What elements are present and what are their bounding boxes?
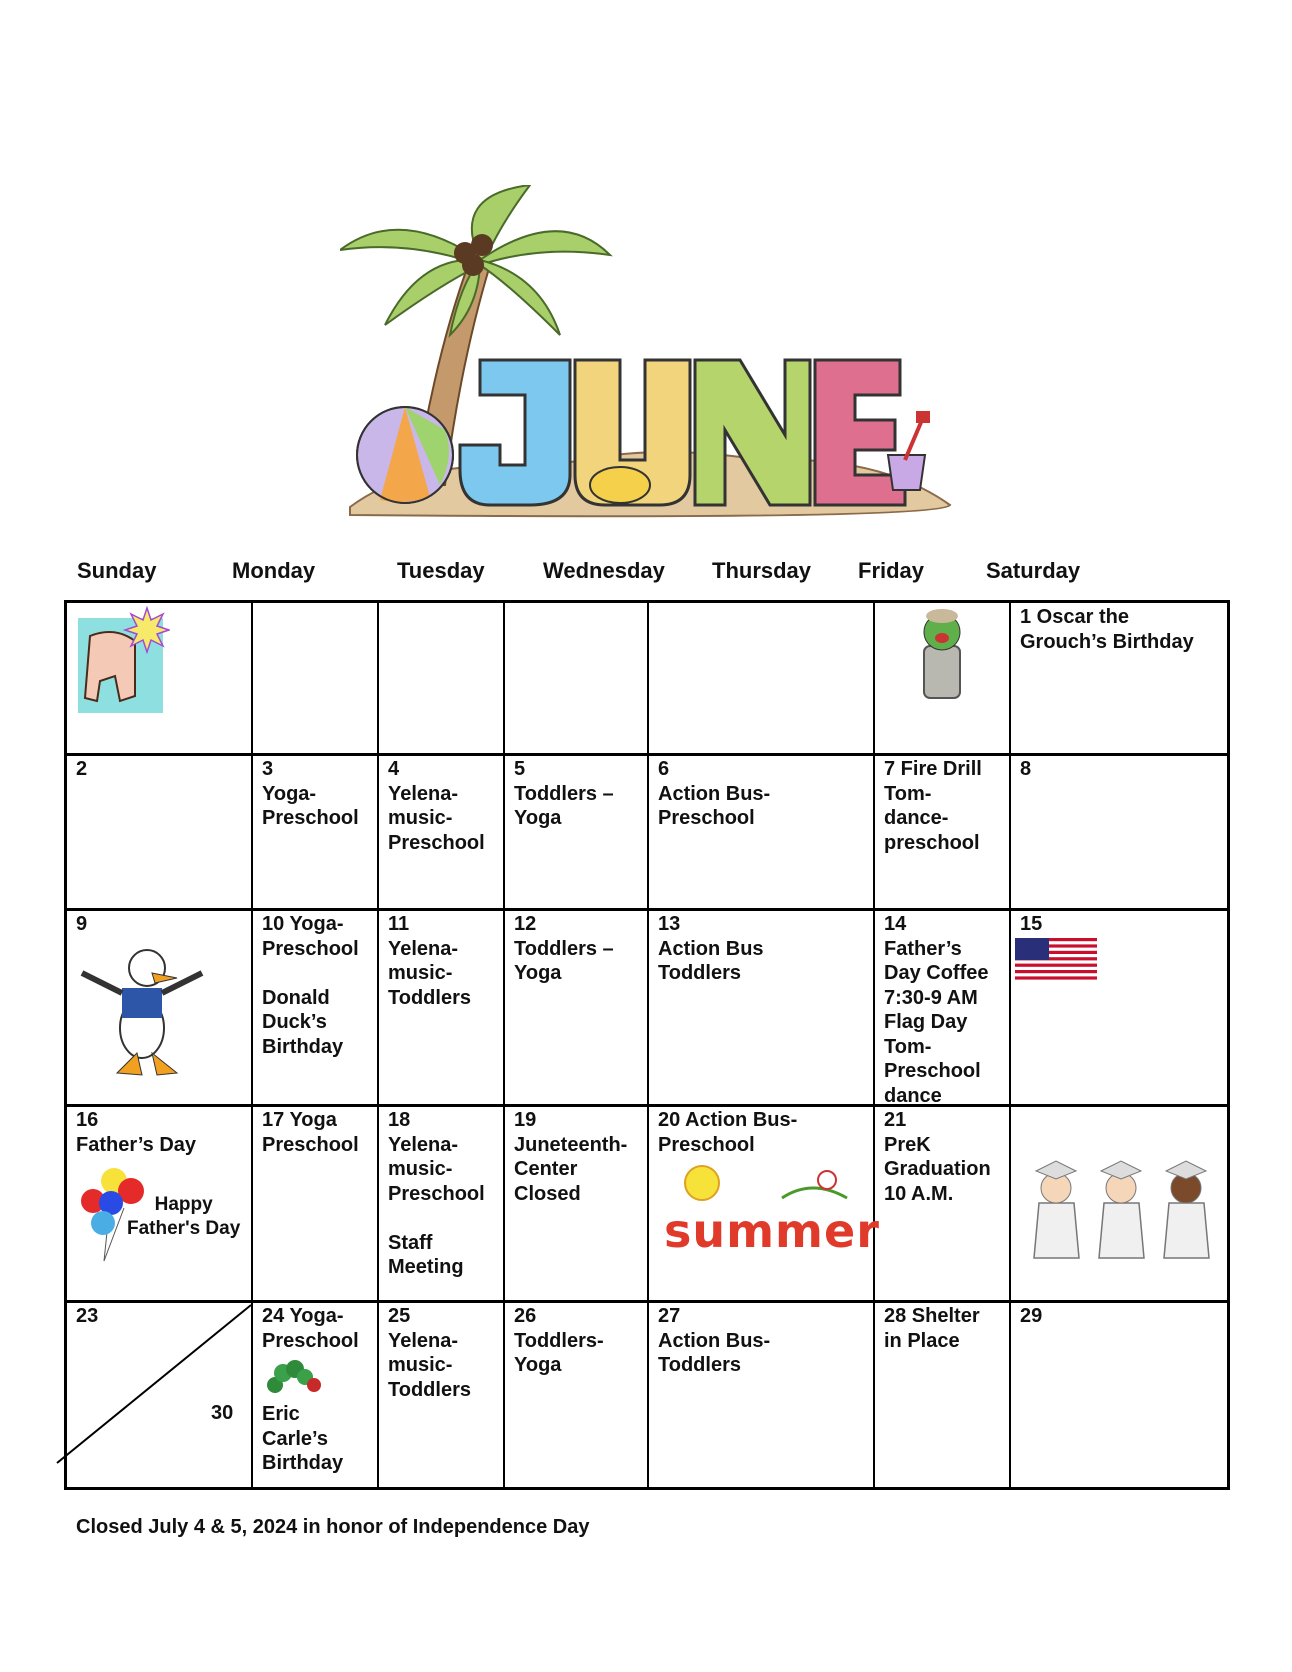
cell-june-27: 27 Action Bus- Toddlers: [658, 1305, 771, 1376]
june-letters: [460, 360, 905, 505]
happy-fathers-day-clipart-text: Happy Father's Day: [127, 1194, 241, 1239]
cell-june-19: 19 Juneteenth- Center Closed: [514, 1109, 628, 1205]
summer-clipart-text: summer: [664, 1204, 880, 1258]
footer-note: Closed July 4 & 5, 2024 in honor of Independence Day: [76, 1516, 590, 1538]
grid-divider: [647, 603, 649, 1487]
cell-june-28: 28 Shelter in Place: [884, 1305, 980, 1352]
cell-june-15: 15: [1020, 913, 1043, 935]
cell-june-1: 1 Oscar the Grouch’s Birthday: [1020, 606, 1194, 653]
cell-june-3: 3 Yoga- Preschool: [262, 758, 359, 829]
cell-june-16: 16 Father’s Day: [76, 1109, 197, 1156]
day-header-thursday: Thursday: [712, 558, 812, 583]
coconut: [471, 234, 493, 256]
cell-june-13: 13 Action Bus Toddlers: [658, 913, 764, 984]
cell-june-23: 23: [76, 1305, 99, 1327]
cell-june-2: 2: [76, 758, 88, 780]
grid-divider: [67, 908, 1227, 911]
diagonal-split-line: [55, 1303, 255, 1493]
day-header-monday: Monday: [232, 558, 316, 583]
cell-june-25: 25 Yelena- music- Toddlers: [388, 1305, 471, 1401]
chick: [590, 467, 650, 503]
cell-june-20: 20 Action Bus- Preschool: [658, 1109, 798, 1156]
cell-june-17: 17 Yoga Preschool: [262, 1109, 359, 1156]
american-flag-icon: [1015, 938, 1097, 980]
cell-june-5: 5 Toddlers – Yoga: [514, 758, 614, 829]
cell-june-29: 29: [1020, 1305, 1043, 1327]
cell-june-18: 18 Yelena- music- Preschool Staff Meeting: [388, 1109, 485, 1278]
cell-june-24: 24 Yoga- Preschool: [262, 1305, 359, 1352]
june-banner-illustration: [340, 185, 960, 540]
grid-divider: [1009, 603, 1011, 1487]
cell-june-10: 10 Yoga- Preschool Donald Duck’s Birthday: [262, 913, 359, 1058]
day-header-sunday: Sunday: [77, 558, 157, 583]
calendar-grid: [64, 600, 1230, 1490]
day-header-saturday: Saturday: [986, 558, 1081, 583]
hungry-caterpillar-clipart: [265, 1355, 323, 1397]
day-header-wednesday: Wednesday: [543, 558, 665, 583]
cell-june-6: 6 Action Bus- Preschool: [658, 758, 771, 829]
beach-ball: [357, 407, 453, 503]
cell-june-14: 14 Father’s Day Coffee 7:30-9 AM Flag Day Tom- Preschool dance: [884, 913, 989, 1107]
grid-divider: [503, 603, 505, 1487]
grid-divider: [67, 753, 1227, 756]
cell-june-8: 8: [1020, 758, 1032, 780]
grid-divider: [377, 603, 379, 1487]
coconut: [462, 254, 484, 276]
beach-chair-clipart: [75, 606, 170, 716]
cell-june-4: 4 Yelena- music- Preschool: [388, 758, 485, 854]
grid-divider: [873, 603, 875, 1487]
cell-june-21: 21 PreK Graduation 10 A.M.: [884, 1109, 991, 1205]
cell-june-12: 12 Toddlers – Yoga: [514, 913, 614, 984]
day-header-tuesday: Tuesday: [397, 558, 485, 583]
cell-june-30: 30: [211, 1402, 234, 1424]
donald-duck-clipart: [77, 933, 207, 1083]
cell-june-26: 26 Toddlers- Yoga: [514, 1305, 604, 1376]
grid-divider: [67, 1104, 1227, 1107]
cell-june-24-note: Eric Carle’s Birthday: [262, 1403, 344, 1474]
oscar-the-grouch-clipart: [912, 606, 972, 701]
cell-june-7: 7 Fire Drill Tom- dance- preschool: [884, 758, 982, 854]
graduation-kids-clipart: [1019, 1143, 1229, 1273]
day-header-friday: Friday: [858, 558, 925, 583]
cell-june-9: 9: [76, 913, 88, 935]
cell-june-11: 11 Yelena- music- Toddlers: [388, 913, 471, 1009]
